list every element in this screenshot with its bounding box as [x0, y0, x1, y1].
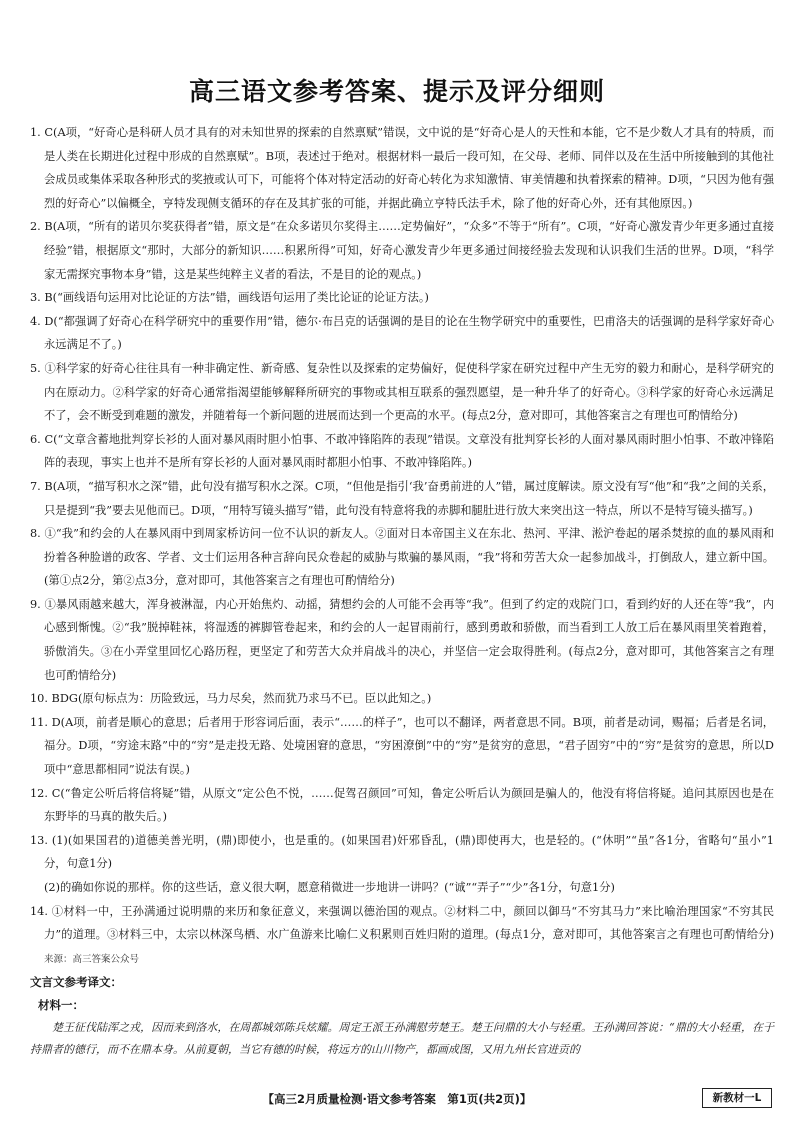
answer-item-10: 10. BDG(原句标点为：历险致远，马力尽矣，然而犹乃求马不已。臣以此知之。) — [30, 692, 432, 706]
answer-item-7: 7. B(A项，“描写积水之深”错，此句没有描写积水之深。C项，“但他是指引‘我’奋勇前进的人”错，属过度解读。原文没有写“他”和“我”之间的关系，只是提到“我”要去见他而已。D项，“用特写镜头描写”错，此句没有特意将我的赤脚和腿肚进行放大来突出这一特点，所以不是特写镜头描写。) — [30, 479, 774, 517]
answer-item-14 — [30, 900, 774, 972]
answer-item-13: 13. (1)(如果国君的)道德美善光明，(鼎)即使小，也是重的。(如果国君)奸邪昏乱，(鼎)即使再大，也是轻的。(“休明”“虽”各1分，省略句“虽小”1分，句意1分) — [30, 833, 774, 871]
translation-text: 楚王征伐陆浑之戎，因而来到洛水，在周都城郊陈兵炫耀。周定王派王孙满慰劳楚王。楚王问鼎的大小与轻重。王孙满回答说：“鼎的大小轻重，在于持鼎者的德行，而不在鼎本身。从前夏朝，当它有德的时候，将远方的山川物产，都画成图，又用九州长官进贡的 — [30, 1021, 774, 1057]
material-one-label: 材料一： — [38, 998, 84, 1013]
page-footer: 【高三2月质量检测·语文参考答案 第1页(共2页)】 — [262, 1092, 532, 1106]
edition-badge: 新教材一L — [702, 1088, 772, 1108]
page-title: 高三语文参考答案、提示及评分细则 — [188, 77, 605, 106]
answer-item-3: 3. B(“画线语句运用对比论证的方法”错，画线语句运用了类比论证的论证方法。) — [30, 291, 429, 305]
answer-item-13-part2: (2)的确如你说的那样。你的这些话，意义很大啊，愿意稍微进一步地讲一讲吗？(“诚”“弄子”“少”各1分，句意1分) — [44, 881, 615, 894]
answer-item-1: 1. C(A项，“好奇心是科研人员才具有的对未知世界的探索的自然禀赋”错误，文中说的是“好奇心是人的天性和本能，它不是少数人才具有的特质，而是人类在长期进化过程中形成的自然禀赋”。B项，表述过于绝对。根据材料一最后一段可知，在父母、老师、同伴以及在生活中所接触到的其他社会成员或集体采取各种形式的奖掖或认可下，可能将个体对特定活动的好奇心转化为求知激情、审美情趣和执着探索的精神。D项，“只因为他有强烈的好奇心”以偏概全，亨特发现侧支循环的存在及其扩张的可能，并据此确立亨特氏法手术，除了他的好奇心外，还有其他原因。) — [30, 126, 774, 210]
source-note: 来源：高三答案公众号 — [44, 953, 140, 965]
answer-item-14-text: 14. ①材料一中，王孙满通过说明鼎的来历和象征意义，来强调以德治国的观点。②材料二中，颜回以御马“不穷其马力”来比喻治理国家“不穷其民力”的道理。③材料三中，太宗以林深鸟栖、水广鱼游来比喻仁义积累则百姓归附的道理。(每点1分，意对即可，其他答案言之有理也可酌情给分) — [30, 904, 774, 942]
answer-content — [30, 121, 774, 1061]
answer-item-2: 2. B(A项，“所有的诺贝尔奖获得者”错，原文是“在众多诺贝尔奖得主……定势偏好”，“众多”不等于“所有”。C项，“好奇心激发青少年更多通过直接经验”错，根据原文“那时，大部分的新知识……积累所得”可知，好奇心激发青少年更多通过间接经验去发现和认识我们生活的世界。D项，“科学家无需探究事物本身”错，这是某些纯粹主义者的看法，不是目的论的观点。) — [30, 220, 774, 281]
answer-item-12: 12. C(“鲁定公听后将信将疑”错，从原文“定公色不悦，……促驾召颜回”可知，鲁定公听后认为颜回是骗人的，他没有将信将疑。追问其原因也是在东野毕的马真的散失后。) — [30, 786, 774, 824]
answer-item-8: 8. ①“我”和约会的人在暴风雨中到周家桥访问一位不认识的新友人。②面对日本帝国主义在东北、热河、平津、淞沪卷起的屠杀焚掠的血的暴风雨和扮着各种脸谱的政客、学者、文士们运用各种言辞向民众卷起的威胁与欺骗的暴风雨，“我”将和劳苦大众一起参加战斗，打倒敌人，建立新中国。(第①点2分，第②点3分，意对即可，其他答案言之有理也可酌情给分) — [30, 527, 774, 588]
answer-item-4: 4. D(“都强调了好奇心在科学研究中的重要作用”错，德尔·布吕克的话强调的是目的论在生物学研究中的重要性，巴甫洛夫的话强调的是科学家好奇心永远满足不了。) — [30, 314, 774, 352]
answer-item-11: 11. D(A项，前者是顺心的意思；后者用于形容词后面，表示“……的样子”，也可以不翻译，两者意思不同。B项，前者是动词，赐福；后者是名词，福分。D项，“穷途末路”中的“穷”是走投无路、处境困窘的意思，“穷困潦倒”中的“穷”是贫穷的意思，“君子固穷”中的“穷”是贫穷的意思，所以D项中“意思都相同”说法有误。) — [30, 715, 774, 777]
translation-heading: 文言文参考译文： — [30, 975, 122, 990]
answer-item-9: 9. ①暴风雨越来越大，浑身被淋湿，内心开始焦灼、动摇，猜想约会的人可能不会再等“我”。但到了约定的戏院门口，看到约好的人还在等“我”，内心感到惭愧。②“我”脱掉鞋袜，将湿透的裤脚管卷起来，和约会的人一起冒雨前行，感到勇敢和骄傲，而当看到工人放工后在暴风雨里笑着跑着，骄傲消失。③在小弄堂里回忆心路历程，更坚定了和劳苦大众并肩战斗的决心，并坚信一定会取得胜利。(每点2分，意对即可，其他答案言之有理也可酌情给分) — [30, 597, 774, 682]
answer-item-6: 6. C(“文章含蓄地批判穿长衫的人面对暴风雨时胆小怕事、不敢冲锋陷阵的表现”错误。文章没有批判穿长衫的人面对暴风雨时胆小怕事、不敢冲锋陷阵的表现，事实上也并不是所有穿长衫的人面对暴风雨时都胆小怕事、不敢冲锋陷阵。) — [30, 432, 774, 470]
answer-item-5: 5. ①科学家的好奇心往往具有一种非确定性、新奇感、复杂性以及探索的定势偏好，促使科学家在研究过程中产生无穷的毅力和耐心，是科学研究的内在原动力。②科学家的好奇心通常指渴望能够解释所研究的事物或其相互联系的强烈愿望，是一种升华了的好奇心。③科学家的好奇心永远满足不了，会不断受到难题的激发，并随着每一个新问题的进展而达到一个更高的水平。(每点2分，意对即可，其他答案言之有理也可酌情给分) — [30, 361, 774, 423]
